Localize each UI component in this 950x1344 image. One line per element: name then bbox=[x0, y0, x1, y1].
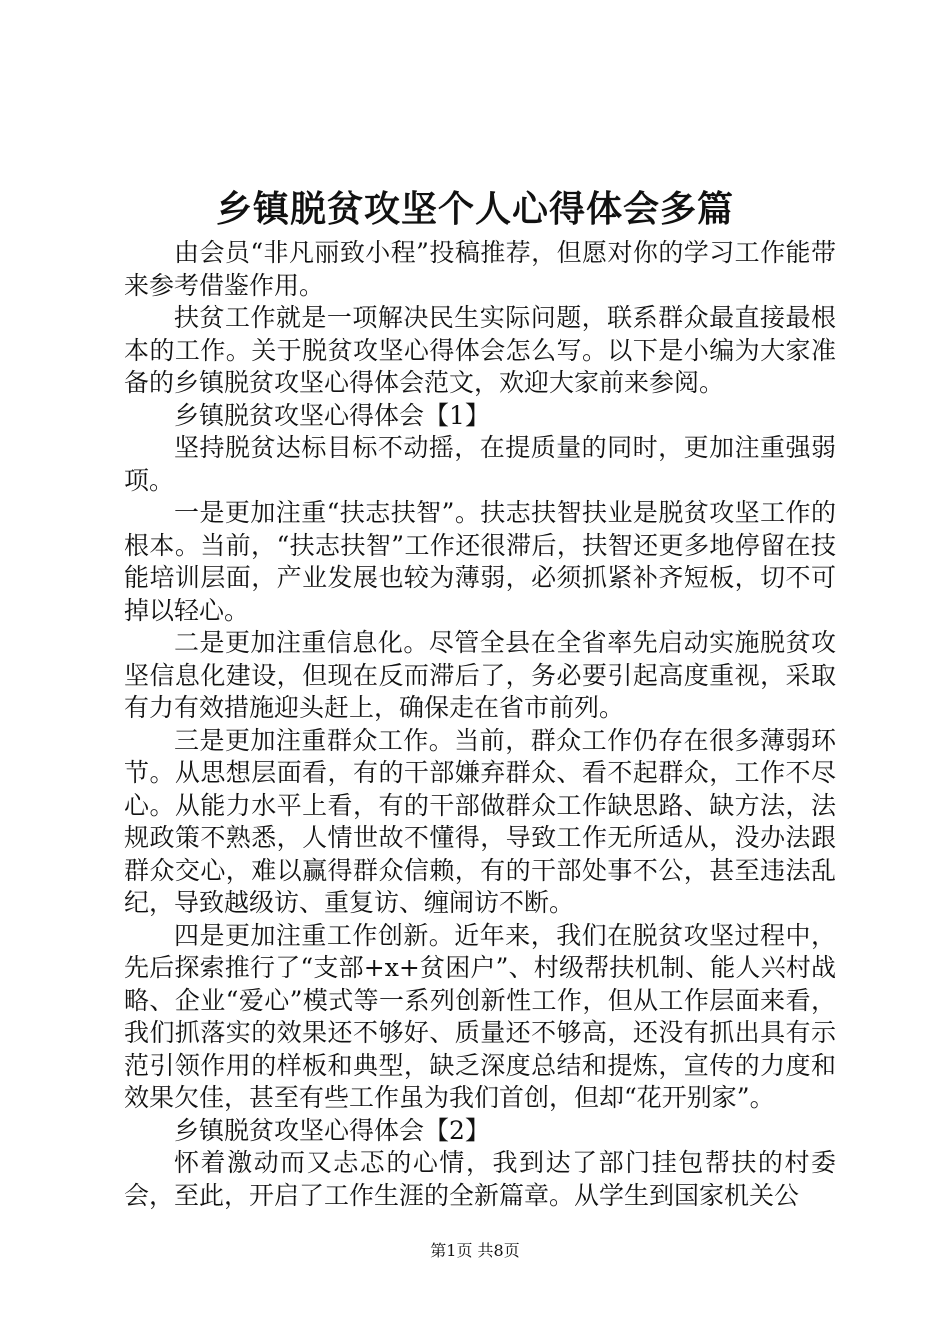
paragraph: 二是更加注重信息化。尽管全县在全省率先启动实施脱贫攻坚信息化建设，但现在反而滞后了，务必要引起高度重视，采取有力有效措施迎头赶上，确保走在省市前列。 bbox=[124, 628, 836, 722]
section-heading-2: 乡镇脱贫攻坚心得体会【2】 bbox=[174, 1115, 490, 1145]
paragraph: 三是更加注重群众工作。当前，群众工作仍存在很多薄弱环节。从思想层面看，有的干部嫌弃群众、看不起群众，工作不尽心。从能力水平上看，有的干部做群众工作缺思路、缺方法，法规政策不熟悉，人情世故不懂得，导致工作无所适从，没办法跟群众交心，难以赢得群众信赖，有的干部处事不公，甚至违法乱纪，导致越级访、重复访、缠闹访不断。 bbox=[124, 725, 836, 917]
page-footer: 第1页 共8页 bbox=[430, 1241, 520, 1260]
paragraph-intro: 由会员“非凡丽致小程”投稿推荐，但愿对你的学习工作能带来参考借鉴作用。 bbox=[124, 238, 836, 300]
paragraph: 一是更加注重“扶志扶智”。扶志扶智扶业是脱贫攻坚工作的根本。当前，“扶志扶智”工作还很滞后，扶智还更多地停留在技能培训层面，产业发展也较为薄弱，必须抓紧补齐短板，切不可掉以轻心。 bbox=[124, 498, 836, 625]
paragraph-summary: 扶贫工作就是一项解决民生实际问题，联系群众最直接最根本的工作。关于脱贫攻坚心得体会怎么写。以下是小编为大家准备的乡镇脱贫攻坚心得体会范文，欢迎大家前来参阅。 bbox=[124, 303, 836, 397]
section-heading-1: 乡镇脱贫攻坚心得体会【1】 bbox=[174, 400, 490, 430]
document-title: 乡镇脱贫攻坚个人心得体会多篇 bbox=[215, 188, 734, 230]
paragraph: 坚持脱贫达标目标不动摇，在提质量的同时，更加注重强弱项。 bbox=[124, 433, 836, 495]
document-body bbox=[124, 237, 836, 1212]
paragraph: 怀着激动而又忐忑的心情，我到达了部门挂包帮扶的村委会，至此，开启了工作生涯的全新篇章。从学生到国家机关公 bbox=[124, 1148, 836, 1210]
paragraph: 四是更加注重工作创新。近年来，我们在脱贫攻坚过程中，先后探索推行了“支部+x+贫困户”、村级帮扶机制、能人兴村战略、企业“爱心”模式等一系列创新性工作，但从工作层面来看，我们抓落实的效果还不够好、质量还不够高，还没有抓出具有示范引领作用的样板和典型，缺乏深度总结和提炼，宣传的力度和效果欠佳，甚至有些工作虽为我们首创，但却“花开别家”。 bbox=[124, 920, 836, 1112]
